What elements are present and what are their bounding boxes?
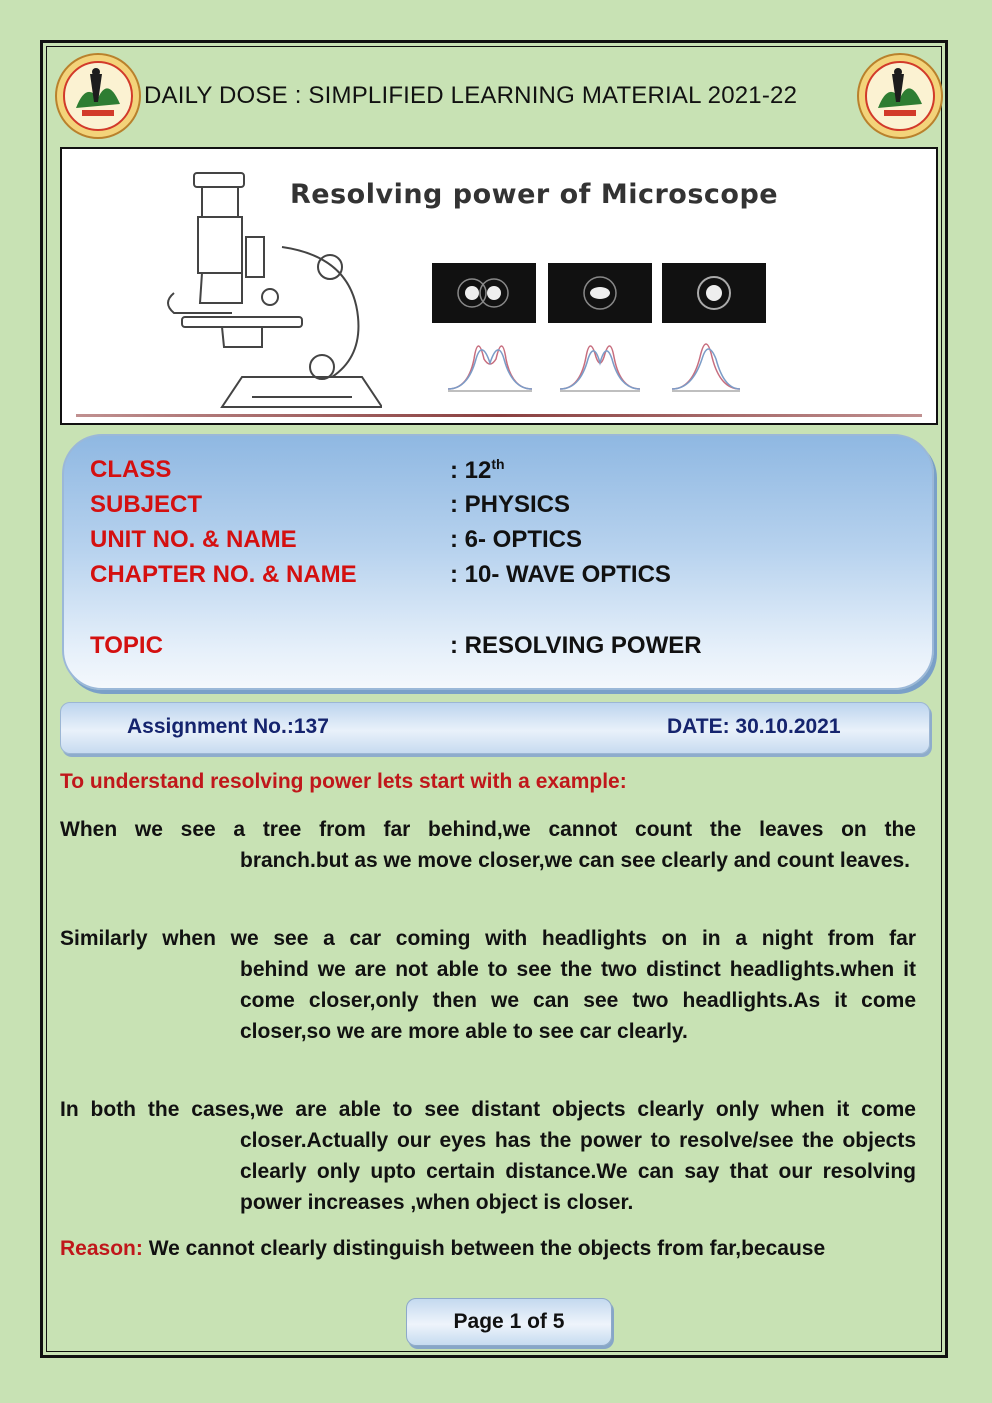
class-info-box bbox=[62, 434, 934, 690]
school-emblem-icon bbox=[54, 52, 142, 140]
diffraction-pattern-panel bbox=[432, 263, 536, 323]
info-value: : RESOLVING POWER bbox=[450, 632, 702, 659]
banner-title: Resolving power of Microscope bbox=[290, 179, 779, 210]
info-label: CLASS bbox=[90, 456, 172, 483]
diffraction-pattern-panel bbox=[662, 263, 766, 323]
assignment-date: DATE: 30.10.2021 bbox=[667, 715, 841, 738]
paragraph-first-line: Similarly when we see a car coming with headlights on in a night from far bbox=[60, 927, 916, 950]
school-emblem-icon bbox=[856, 52, 944, 140]
page-indicator: Page 1 of 5 bbox=[406, 1298, 612, 1346]
paragraph-first-line: When we see a tree from far behind,we cannot count the leaves on the bbox=[60, 818, 916, 841]
banner-divider bbox=[76, 414, 922, 417]
paragraph-continuation: behind we are not able to see the two distinct headlights.when it come closer,only then we can see two headlights.As it come closer,so we are more able to see car clearly. bbox=[240, 958, 916, 1043]
paragraph bbox=[60, 1094, 916, 1218]
assignment-bar bbox=[60, 702, 930, 754]
reason-label: Reason: bbox=[60, 1237, 143, 1260]
paragraph bbox=[60, 814, 916, 876]
paragraph-continuation: closer.Actually our eyes has the power to resolve/see the objects clearly only upto certain distance.We can say that our resolving power increases ,when object is closer. bbox=[240, 1129, 916, 1214]
info-label: SUBJECT bbox=[90, 491, 203, 518]
assignment-number: Assignment No.:137 bbox=[127, 715, 329, 738]
info-label: TOPIC bbox=[90, 632, 163, 659]
paragraph-continuation: branch.but as we move closer,we can see clearly and count leaves. bbox=[240, 849, 910, 872]
paragraph bbox=[60, 923, 916, 1047]
topic-banner bbox=[60, 147, 938, 425]
diffraction-pattern-panel bbox=[548, 263, 652, 323]
intensity-curves bbox=[440, 329, 760, 399]
reason-line bbox=[60, 1237, 825, 1261]
info-label: CHAPTER NO. & NAME bbox=[90, 561, 357, 588]
info-value: : PHYSICS bbox=[450, 491, 571, 518]
info-label: UNIT NO. & NAME bbox=[90, 526, 297, 553]
intro-heading: To understand resolving power lets start with a example: bbox=[60, 770, 627, 793]
info-value: : 6- OPTICS bbox=[450, 526, 583, 553]
page-header-title: DAILY DOSE : SIMPLIFIED LEARNING MATERIAL 2021-22 bbox=[144, 82, 798, 109]
info-value: : 12th bbox=[450, 456, 505, 484]
info-value: : 10- WAVE OPTICS bbox=[450, 561, 671, 588]
reason-text: We cannot clearly distinguish between the objects from far,because bbox=[142, 1237, 826, 1260]
paragraph-first-line: In both the cases,we are able to see distant objects clearly only when it come bbox=[60, 1098, 916, 1121]
